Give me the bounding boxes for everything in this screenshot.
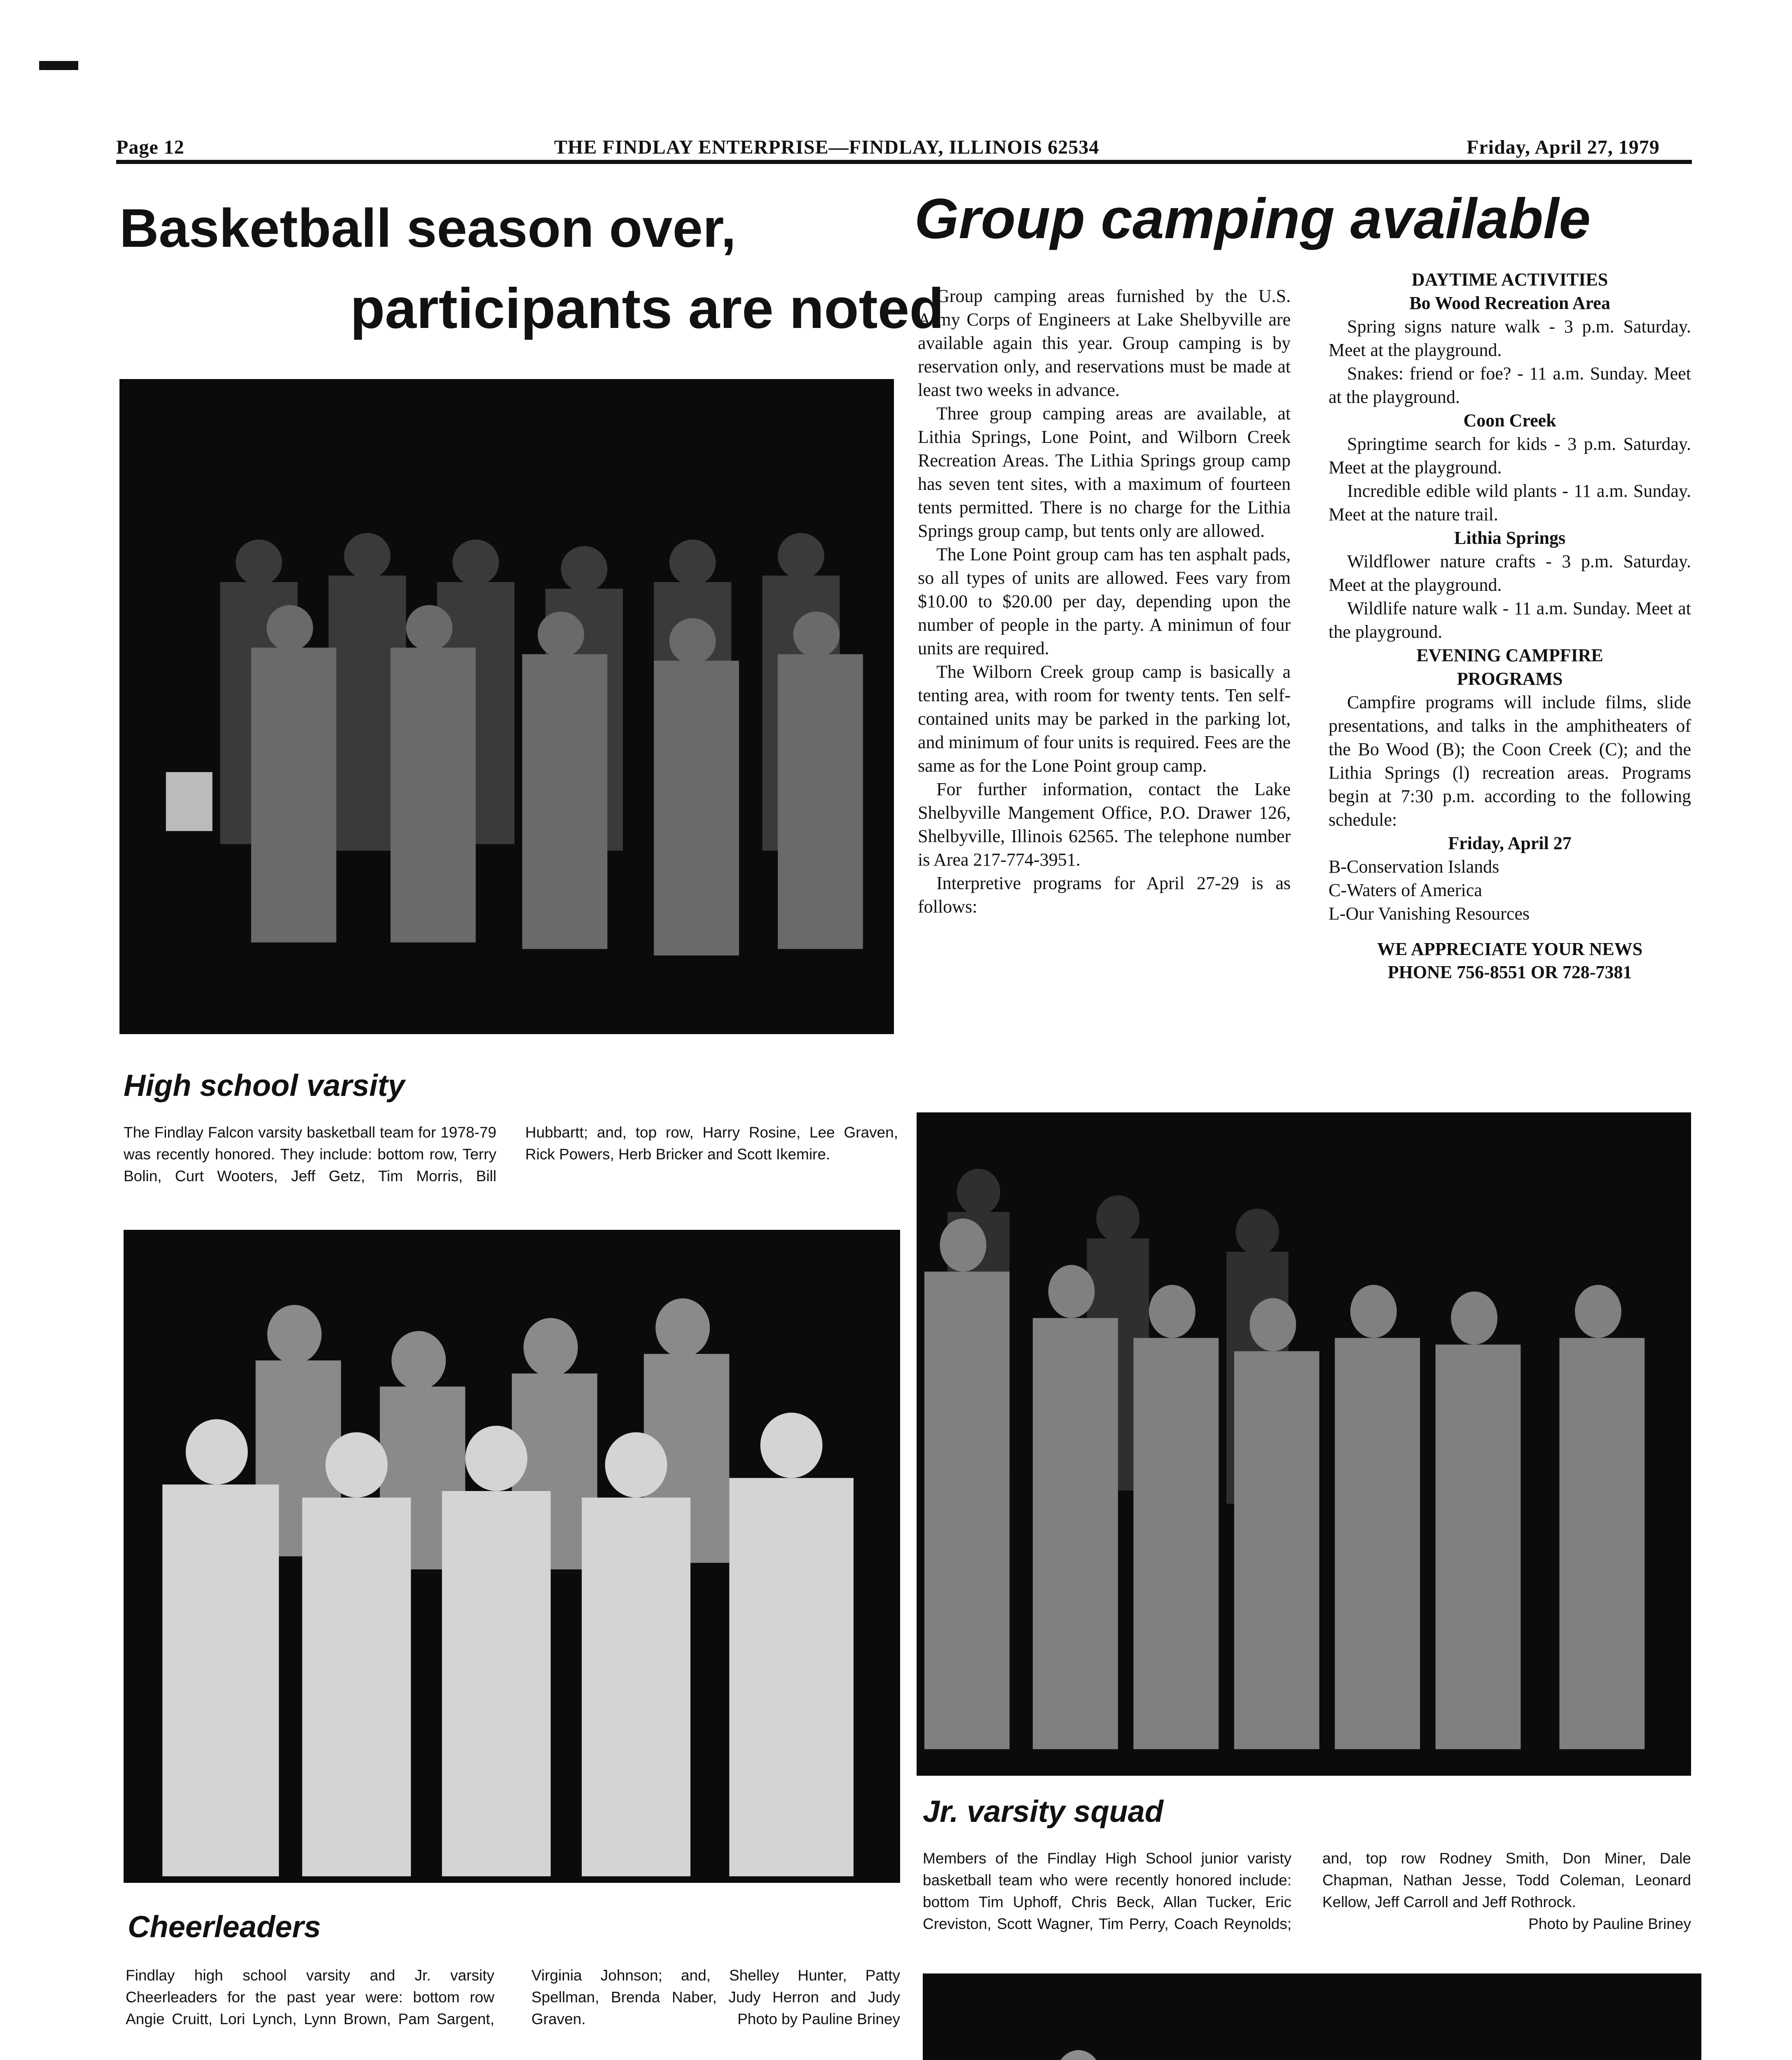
varsity-photo (119, 379, 894, 1034)
schedule-item: C-Waters of America (1329, 880, 1482, 900)
schedule-item: L-Our Vanishing Resources (1329, 904, 1530, 924)
page-number: Page 12 (116, 136, 185, 158)
evening-heading: EVENING CAMPFIRE (1416, 645, 1603, 665)
daytime-heading: DAYTIME ACTIVITIES (1411, 269, 1608, 290)
cheerleaders-photo (124, 1230, 900, 1883)
cheerleaders-caption-text: Findlay high school varsity and Jr. varsity Cheerleaders for the past year were: bottom row Angie Cruitt, Lori Lynch, Lynn Brown, Pam Sargent, Virginia Johnson; and, Shelley Hunter, Patty Spellman, Brenda Naber, Judy Herron and Judy Graven. (126, 1967, 900, 2027)
photo-credit: Photo by Pauline Briney (1528, 1915, 1691, 1932)
notice-line: WE APPRECIATE YOUR NEWS (1377, 939, 1643, 959)
activity-item: Incredible edible wild plants - 11 a.m. Sunday. Meet at the nature trail. (1329, 481, 1691, 524)
basketball-headline-line1: Basketball season over, (119, 198, 736, 258)
camping-paragraph: The Lone Point group cam has ten asphalt pads, so all types of units are allowed. Fees vary from $10.00 to $20.00 per day, depending upon the number of people in the party. A minimun of four units are required. (918, 544, 1291, 658)
bo-wood-heading: Bo Wood Recreation Area (1409, 293, 1610, 313)
camping-paragraph: The Wilborn Creek group camp is basically a tenting area, with room for twenty tents. Ten self-contained units may be parked in the parking lot, and minimum of four units is required. Fees are the same as for the Lone Point group camp. (918, 662, 1291, 776)
jv-photo (917, 1112, 1691, 1776)
activity-item: Wildflower nature crafts - 3 p.m. Saturday. Meet at the playground. (1329, 551, 1691, 595)
news-notice (1329, 938, 1691, 984)
seventh-grade-photo (923, 1973, 1701, 2060)
jv-caption (923, 1847, 1691, 1935)
activity-item: Snakes: friend or foe? - 11 a.m. Sunday. Meet at the playground. (1329, 363, 1691, 407)
varsity-caption: The Findlay Falcon varsity basketball team for 1978-79 was recently honored. They include: bottom row, Terry Bolin, Curt Wooters, Jeff Getz, Tim Morris, Bill Hubbartt; and, top row, Harry Rosine, Lee Graven, Rick Powers, Herb Bricker and Scott Ikemire. (124, 1124, 898, 1184)
evening-heading: PROGRAMS (1457, 669, 1563, 689)
photo-credit: Photo by Pauline Briney (737, 2011, 900, 2027)
basketball-headline-line2: participants are noted (350, 277, 944, 340)
activity-item: Wildlife nature walk - 11 a.m. Sunday. Meet at the playground. (1329, 598, 1691, 642)
camping-paragraph: Three group camping areas are available, at Lithia Springs, Lone Point, and Wilborn Creek Recreation Areas. The Lithia Springs group camp has seven tent sites, with a maximum of fourteen tents permitted. There is no charge for the Lithia Springs group camp, but tents only are allowed. (918, 403, 1291, 541)
camping-article-col2 (1329, 268, 1691, 984)
jv-caption-text: Members of the Findlay High School junior varisty basketball team who were recently honored include: bottom Tim Uphoff, Chris Beck, Allan Tucker, Eric Creviston, Scott Wagner, Tim Perry, Coach Reynolds; and, top row Rodney Smith, Don Miner, Dale Chapman, Nathan Jesse, Todd Coleman, Leonard Kellow, Jeff Carroll and Jeff Rothrock. (923, 1850, 1691, 1932)
camping-paragraph: For further information, contact the Lake Shelbyville Mangement Office, P.O. Drawer 126, Shelbyville, Illinois 62565. The telephone number is Area 217-774-3951. (918, 779, 1291, 870)
camping-headline: Group camping available (915, 187, 1591, 250)
jv-caption-title: Jr. varsity squad (923, 1794, 1164, 1828)
cheerleaders-caption-title: Cheerleaders (128, 1910, 321, 1944)
camping-paragraph: Group camping areas furnished by the U.S. Army Corps of Engineers at Lake Shelbyville are available again this year. Group camping is by reservation only, and reservations must be made at least two weeks in advance. (918, 286, 1291, 400)
corner-mark (39, 61, 78, 70)
coon-creek-heading: Coon Creek (1463, 410, 1556, 431)
activity-item: Spring signs nature walk - 3 p.m. Saturday. Meet at the playground. (1329, 316, 1691, 360)
schedule-date: Friday, April 27 (1448, 833, 1572, 853)
lithia-heading: Lithia Springs (1454, 528, 1566, 548)
camping-article-col1 (918, 284, 1291, 918)
issue-date: Friday, April 27, 1979 (1467, 136, 1660, 158)
evening-text: Campfire programs will include films, slide presentations, and talks in the amphitheaters of the Bo Wood (B); the Coon Creek (C); and the Lithia Springs (l) recreation areas. Programs begin at 7:30 p.m. according to the following schedule: (1329, 692, 1691, 830)
header-rule (116, 160, 1692, 164)
varsity-caption-title: High school varsity (124, 1068, 405, 1103)
activity-item: Springtime search for kids - 3 p.m. Saturday. Meet at the playground. (1329, 434, 1691, 478)
cheerleaders-caption (126, 1964, 900, 2030)
notice-line: PHONE 756-8551 OR 728-7381 (1387, 962, 1632, 982)
masthead: THE FINDLAY ENTERPRISE—FINDLAY, ILLINOIS 62534 (554, 136, 1100, 158)
camping-paragraph: Interpretive programs for April 27-29 is as follows: (918, 873, 1291, 917)
schedule-item: B-Conservation Islands (1329, 857, 1500, 877)
